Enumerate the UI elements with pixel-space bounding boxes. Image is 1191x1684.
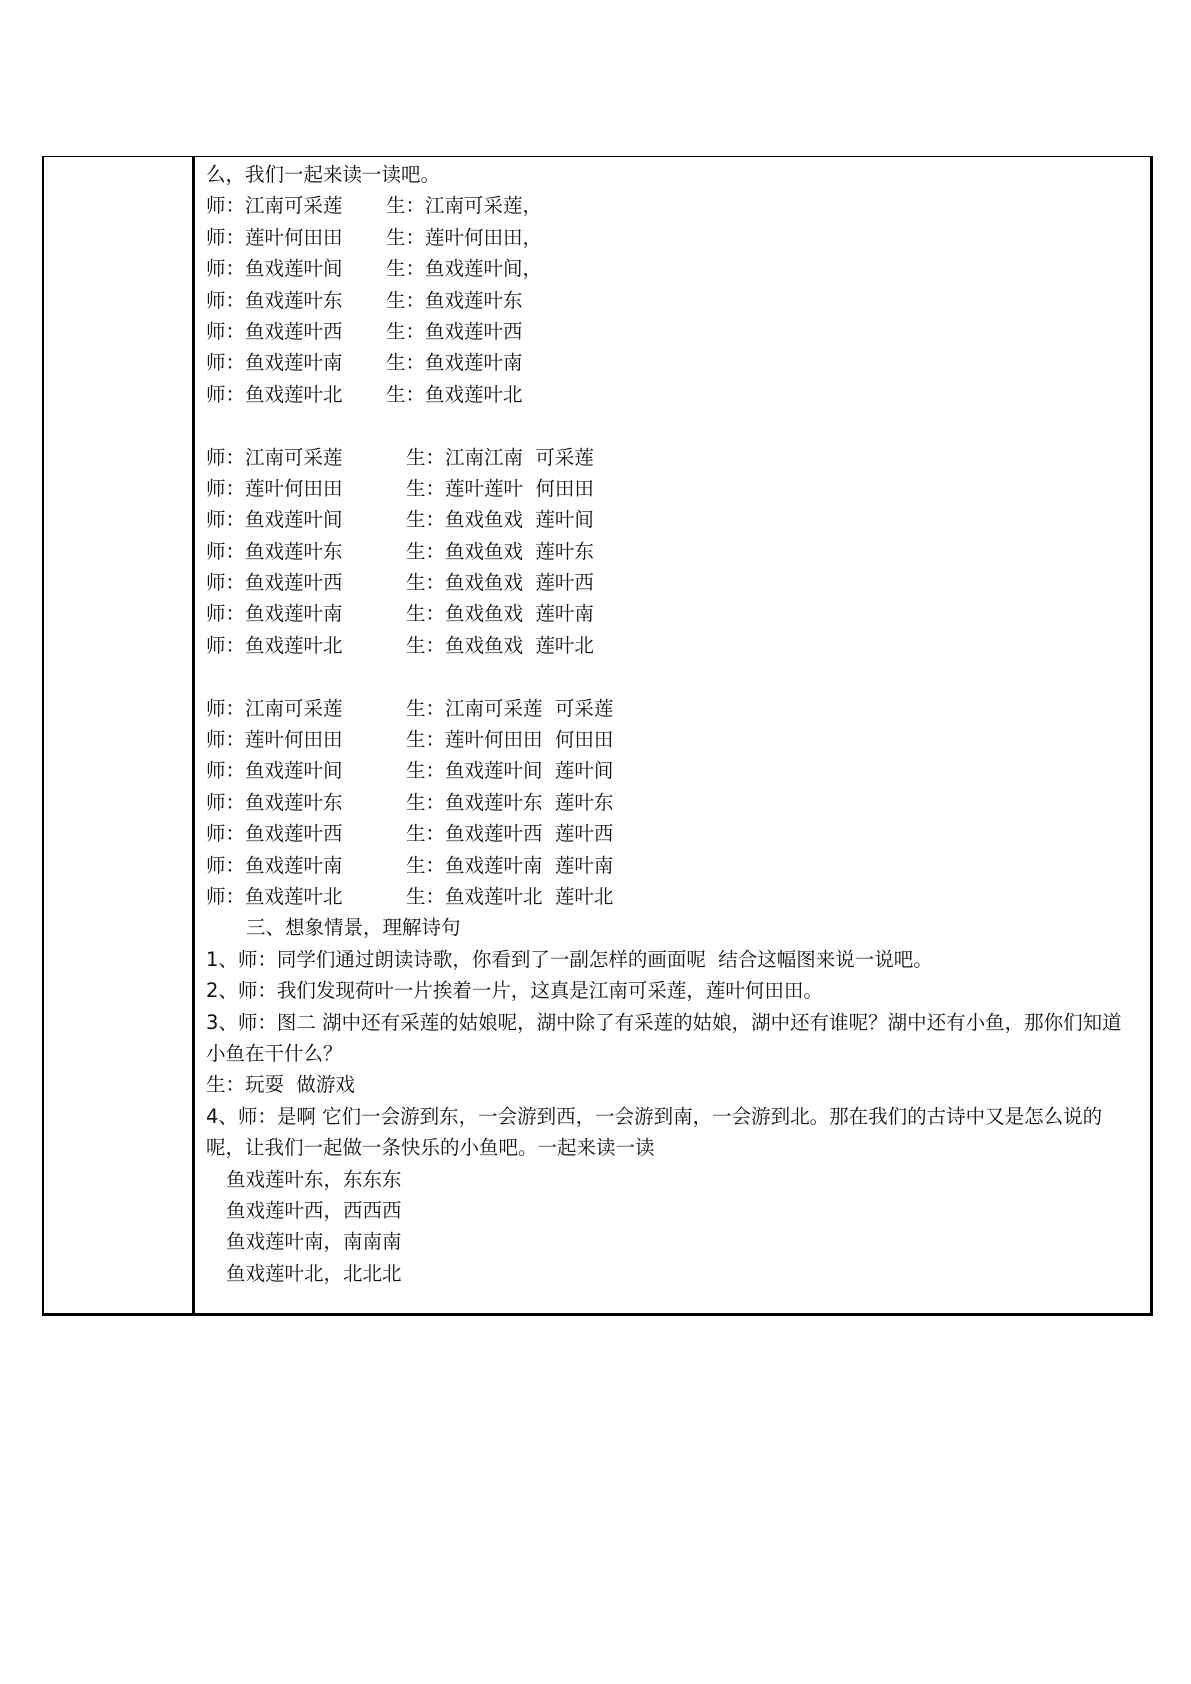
- student-line: 生：鱼戏莲叶间，: [386, 257, 543, 281]
- teacher-line: 师：鱼戏莲叶西: [206, 822, 343, 846]
- poem-block: [206, 1164, 1140, 1290]
- dialogue-row: [206, 253, 1140, 284]
- dialogue-row: [206, 190, 1140, 221]
- dialogue-row: [206, 755, 1140, 786]
- reading-block-1: [206, 190, 1140, 410]
- teacher-line: 师：江南可采莲: [206, 696, 343, 720]
- spacer: [206, 661, 1140, 692]
- dialogue-row: [206, 598, 1140, 629]
- dialogue-row: [206, 316, 1140, 347]
- paragraph-3: 3、师：图二 湖中还有采莲的姑娘呢，湖中除了有采莲的姑娘，湖中还有谁呢？湖中还有小鱼，那你们知道小鱼在干什么？: [206, 1010, 1122, 1065]
- dialogue-row: [206, 818, 1140, 849]
- teacher-line: 师：鱼戏莲叶西: [206, 571, 343, 595]
- dialogue-row: [206, 536, 1140, 567]
- reading-block-2: [206, 442, 1140, 662]
- student-line: 生：鱼戏鱼戏 莲叶南: [406, 602, 594, 626]
- dialogue-row: [206, 881, 1140, 912]
- student-line: 生：鱼戏鱼戏 莲叶间: [406, 508, 594, 532]
- student-line: 生：鱼戏莲叶西 莲叶西: [406, 822, 614, 846]
- column-divider: [192, 157, 195, 1313]
- dialogue-row: [206, 787, 1140, 818]
- teacher-line: 师：莲叶何田田: [206, 225, 343, 249]
- dialogue-row: [206, 693, 1140, 724]
- teacher-line: 师：鱼戏莲叶北: [206, 382, 343, 406]
- paragraph-4: 4、师：是啊 它们一会游到东，一会游到西，一会游到南，一会游到北。那在我们的古诗中又是怎么说的呢，让我们一起做一条快乐的小鱼吧。一起来读一读: [206, 1104, 1103, 1160]
- teacher-line: 师：江南可采莲: [206, 445, 343, 469]
- poem-line: 鱼戏莲叶北，北北北: [226, 1261, 402, 1285]
- teacher-line: 师：鱼戏莲叶南: [206, 351, 343, 375]
- student-line: 生：江南江南 可采莲: [406, 445, 594, 469]
- paragraph-1: 1、师：同学们通过朗读诗歌，你看到了一副怎样的画面呢 结合这幅图来说一说吧。: [206, 947, 933, 971]
- teacher-line: 师：鱼戏莲叶北: [206, 884, 343, 908]
- student-line: 生：江南可采莲，: [386, 194, 543, 218]
- dialogue-row: [206, 724, 1140, 755]
- dialogue-row: [206, 442, 1140, 473]
- paragraph-2: 2、师：我们发现荷叶一片挨着一片，这真是江南可采莲，莲叶何田田。: [206, 979, 823, 1003]
- teacher-line: 师：鱼戏莲叶东: [206, 288, 343, 312]
- teacher-line: 师：江南可采莲: [206, 194, 343, 218]
- dialogue-row: [206, 504, 1140, 535]
- student-line: 生：江南可采莲 可采莲: [406, 696, 614, 720]
- dialogue-row: [206, 630, 1140, 661]
- student-line: 生：鱼戏莲叶西: [386, 319, 523, 343]
- dialogue-row: [206, 347, 1140, 378]
- dialogue-row: [206, 285, 1140, 316]
- student-line: 生：莲叶何田田 何田田: [406, 728, 614, 752]
- student-line: 生：鱼戏莲叶东: [386, 288, 523, 312]
- dialogue-row: [206, 222, 1140, 253]
- student-line: 生：鱼戏莲叶南 莲叶南: [406, 853, 614, 877]
- student-line: 生：鱼戏莲叶北 莲叶北: [406, 884, 614, 908]
- teacher-line: 师：鱼戏莲叶间: [206, 257, 343, 281]
- teacher-line: 师：莲叶何田田: [206, 476, 343, 500]
- student-line: 生：鱼戏莲叶间 莲叶间: [406, 759, 614, 783]
- student-line: 生：鱼戏莲叶南: [386, 351, 523, 375]
- dialogue-row: [206, 850, 1140, 881]
- spacer: [206, 410, 1140, 441]
- poem-line: 鱼戏莲叶南，南南南: [226, 1230, 402, 1254]
- teacher-line: 师：鱼戏莲叶东: [206, 790, 343, 814]
- section-heading: 三、想象情景，理解诗句: [246, 916, 461, 940]
- student-line: 生：鱼戏鱼戏 莲叶北: [406, 633, 594, 657]
- teacher-line: 师：鱼戏莲叶间: [206, 508, 343, 532]
- poem-line: 鱼戏莲叶西，西西西: [226, 1198, 402, 1222]
- lesson-table: [42, 156, 1153, 1316]
- student-line: 生：莲叶莲叶 何田田: [406, 476, 594, 500]
- intro-line: 么，我们一起来读一读吧。: [206, 163, 441, 186]
- poem-line: 鱼戏莲叶东，东东东: [226, 1167, 402, 1191]
- teacher-line: 师：鱼戏莲叶西: [206, 319, 343, 343]
- teacher-line: 师：鱼戏莲叶南: [206, 602, 343, 626]
- student-line: 生：鱼戏鱼戏 莲叶西: [406, 571, 594, 595]
- lesson-content: [206, 159, 1140, 1289]
- student-line: 生：莲叶何田田，: [386, 225, 543, 249]
- dialogue-row: [206, 567, 1140, 598]
- reading-block-3: [206, 693, 1140, 913]
- teacher-line: 师：鱼戏莲叶间: [206, 759, 343, 783]
- student-line: 生：鱼戏鱼戏 莲叶东: [406, 539, 594, 563]
- teacher-line: 师：鱼戏莲叶北: [206, 633, 343, 657]
- dialogue-row: [206, 379, 1140, 410]
- student-answer: 生：玩耍 做游戏: [206, 1073, 355, 1097]
- student-line: 生：鱼戏莲叶北: [386, 382, 523, 406]
- dialogue-row: [206, 473, 1140, 504]
- student-line: 生：鱼戏莲叶东 莲叶东: [406, 790, 614, 814]
- teacher-line: 师：鱼戏莲叶南: [206, 853, 343, 877]
- teacher-line: 师：莲叶何田田: [206, 728, 343, 752]
- teacher-line: 师：鱼戏莲叶东: [206, 539, 343, 563]
